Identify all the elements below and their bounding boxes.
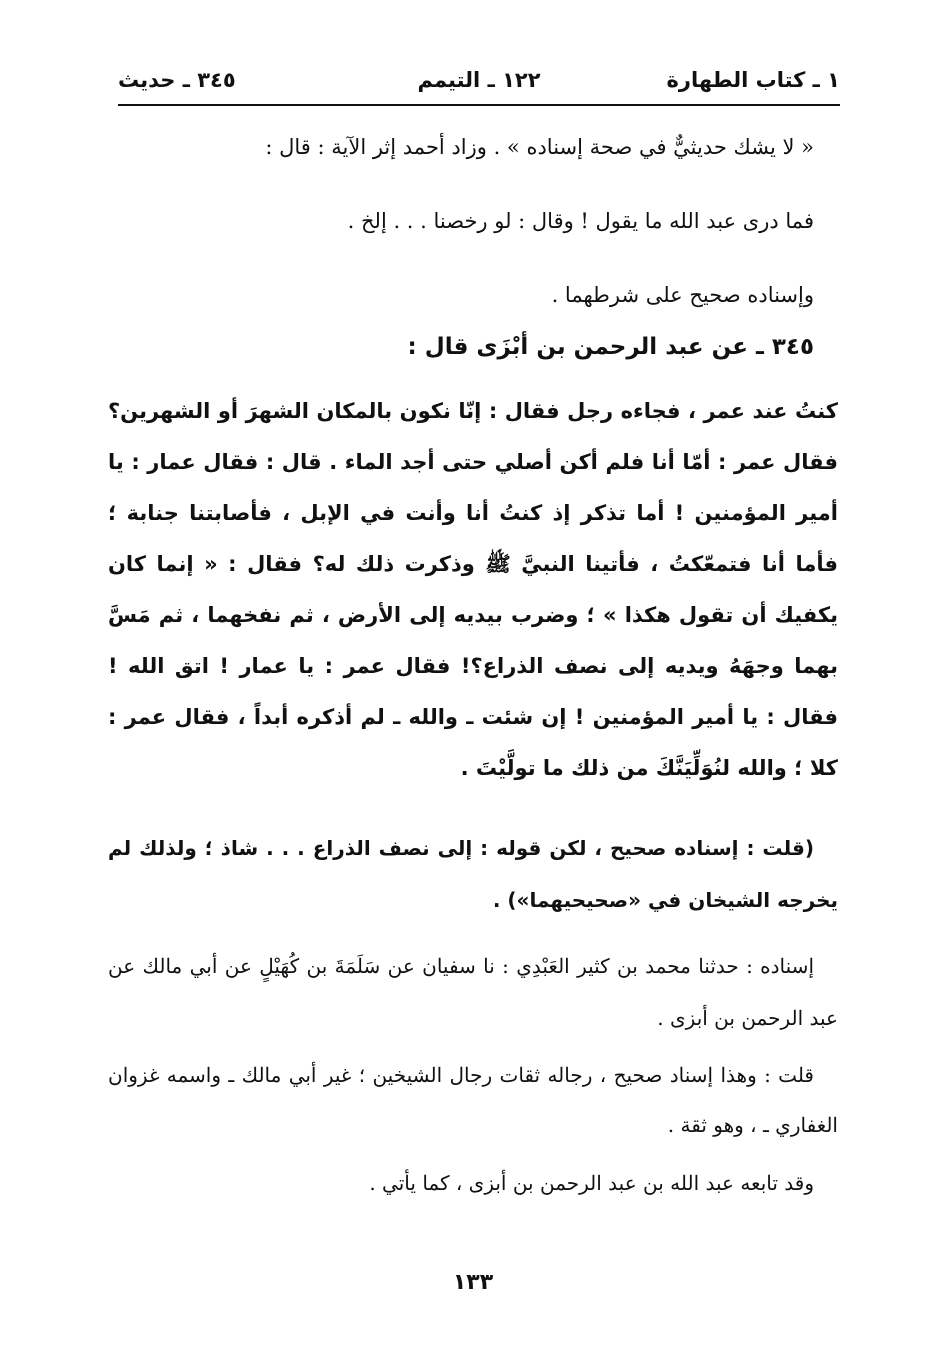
follow-up-paragraph: وقد تابعه عبد الله بن عبد الرحمن بن أبزى ، كما يأتي . <box>369 1171 814 1195</box>
grading-note: (قلت : إسناده صحيح ، لكن قوله : إلى نصف الذراع . . . شاذ ؛ ولذلك لم يخرجه الشيخان في «صحيحيهما») . <box>108 836 838 912</box>
intro-block <box>214 122 814 344</box>
header-book-title: ١ ـ كتاب الطهارة <box>666 68 840 92</box>
header-hadith-ref: ٣٤٥ ـ حديث <box>118 68 236 92</box>
running-header <box>118 64 840 104</box>
isnad-paragraph: إسناده : حدثنا محمد بن كثير العَبْدِي : نا سفيان عن سَلَمَةَ بن كُهَيْلٍ عن أبي مالك عن عبد الرحمن بن أبزى . <box>108 954 838 1030</box>
header-chapter-title: ١٢٢ ـ التيمم <box>417 68 541 92</box>
intro-line: فما درى عبد الله ما يقول ! وقال : لو رخصنا . . . إلخ . <box>347 209 814 233</box>
intro-line: « لا يشك حديثيٌّ في صحة إسناده » . وزاد أحمد إثر الآية : قال : <box>265 135 814 159</box>
hadith-text: كنتُ عند عمر ، فجاءه رجل فقال : إنّا نكون بالمكان الشهرَ أو الشهرين؟ فقال عمر : أمّا أنا فلم أكن أصلي حتى أجد الماء . قال : فقال عمار : يا أمير المؤمنين ! أما تذكر إذ كنتُ أنا وأنت في الإبل ، فأصابتنا جنابة ؛ فأما أنا فتمعّكتُ ، فأتينا النبيَّ ﷺ وذكرت ذلك له؟ فقال : « إنما كان يكفيك أن تقول هكذا » ؛ وضرب بيديه إلى الأرض ، ثم نفخهما ، ثم مَسَّ بهما وجهَهُ ويديه إلى نصف الذراع؟! فقال عمر : يا عمار ! اتق الله ! فقال : يا أمير المؤمنين ! إن شئت ـ والله ـ لم أذكره أبداً ، فقال عمر : كلا ؛ والله لنُوَلِّيَنَّكَ من ذلك ما تولَّيْتَ . <box>108 399 838 780</box>
commentary-paragraph: قلت : وهذا إسناد صحيح ، رجاله ثقات رجال الشيخين ؛ غير أبي مالك ـ واسمه غزوان الغفاري ـ ، وهو ثقة . <box>108 1063 838 1137</box>
header-rule <box>118 104 840 106</box>
intro-line: وإسناده صحيح على شرطهما . <box>551 283 814 307</box>
page-number: ١٣٣ <box>452 1270 494 1295</box>
hadith-title: ٣٤٥ ـ عن عبد الرحمن بن أبْزَى قال : <box>407 334 814 360</box>
